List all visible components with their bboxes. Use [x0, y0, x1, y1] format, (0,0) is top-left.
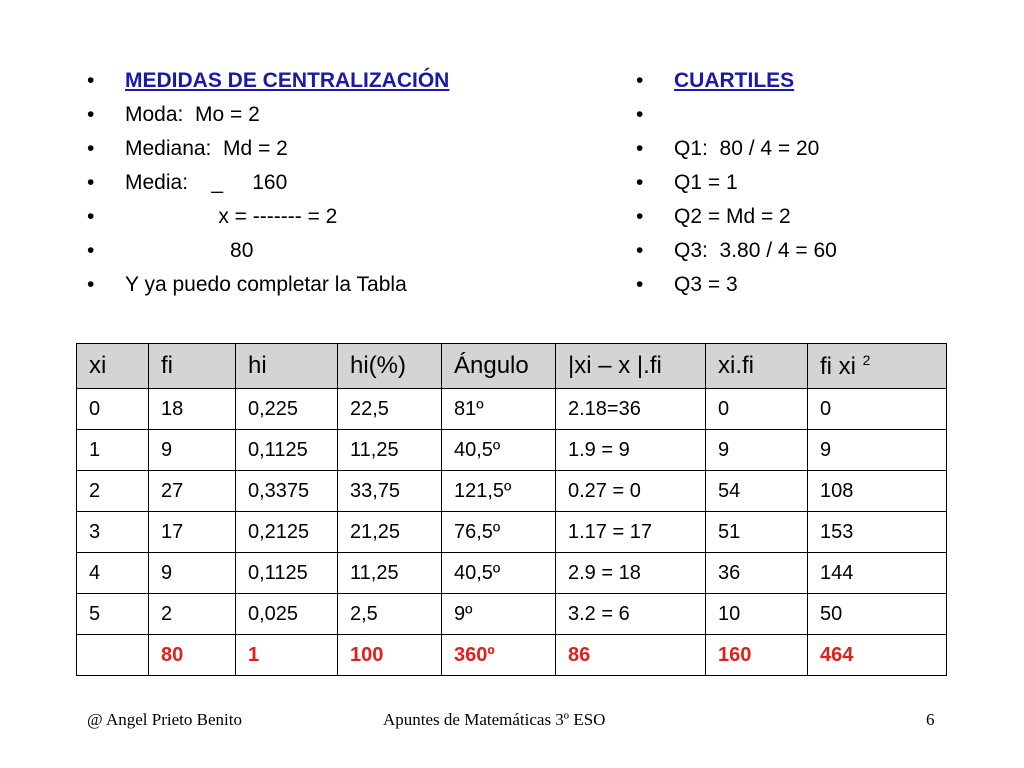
bullet-item — [636, 166, 996, 200]
table-cell: 22,5 — [338, 389, 442, 430]
table-cell: 1.17 = 17 — [556, 512, 706, 553]
bullet-marker: • — [636, 103, 644, 126]
table-cell: 40,5º — [442, 430, 556, 471]
bullet-item — [636, 132, 996, 166]
table-cell: 9 — [808, 430, 947, 471]
table-cell: 81º — [442, 389, 556, 430]
bullet-marker: • — [636, 205, 644, 228]
footer-author: @ Angel Prieto Benito — [87, 710, 242, 729]
table-cell: 0 — [77, 389, 149, 430]
bullet-marker: • — [87, 205, 95, 228]
bullet-item — [87, 268, 587, 302]
table-cell: 10 — [706, 594, 808, 635]
table-cell: 9º — [442, 594, 556, 635]
table-cell: 27 — [149, 471, 236, 512]
total-cell: 100 — [338, 635, 442, 676]
footer-title: Apuntes de Matemáticas 3º ESO — [383, 710, 606, 729]
table-cell: 2 — [149, 594, 236, 635]
bullet-item — [87, 132, 587, 166]
column-header: xi.fi — [706, 344, 808, 389]
table-cell: 3 — [77, 512, 149, 553]
table-cell: 9 — [149, 553, 236, 594]
table-cell: 9 — [706, 430, 808, 471]
table-cell: 0,025 — [236, 594, 338, 635]
total-cell: 160 — [706, 635, 808, 676]
column-header: hi — [236, 344, 338, 389]
bullet-text: Q1 = 1 — [674, 171, 738, 194]
total-cell: 1 — [236, 635, 338, 676]
totals-row — [77, 635, 947, 676]
bullet-marker: • — [636, 239, 644, 262]
page-number: 6 — [926, 710, 935, 729]
bullet-item — [87, 98, 587, 132]
table-cell: 108 — [808, 471, 947, 512]
bullet-item — [636, 98, 996, 132]
column-header: xi — [77, 344, 149, 389]
bullet-item — [636, 268, 996, 302]
bullet-text: Q3: 3.80 / 4 = 60 — [674, 239, 837, 262]
bullet-text: Mediana: Md = 2 — [125, 137, 288, 160]
bullet-marker: • — [636, 69, 644, 92]
bullet-marker: • — [87, 273, 95, 296]
table-cell: 153 — [808, 512, 947, 553]
section-heading: MEDIDAS DE CENTRALIZACIÓN — [125, 69, 450, 92]
quartiles-list — [636, 64, 996, 302]
table-cell: 1 — [77, 430, 149, 471]
table-cell: 11,25 — [338, 553, 442, 594]
table-cell: 21,25 — [338, 512, 442, 553]
table-row — [77, 594, 947, 635]
table-cell: 2,5 — [338, 594, 442, 635]
table-cell: 11,25 — [338, 430, 442, 471]
column-header: fi xi $^2$ — [808, 344, 947, 389]
table-row — [77, 389, 947, 430]
bullet-text: 80 — [125, 239, 254, 262]
column-header: fi — [149, 344, 236, 389]
bullet-text: Q3 = 3 — [674, 273, 738, 296]
exponent: 2 — [862, 351, 871, 368]
table-cell: 50 — [808, 594, 947, 635]
bullet-item — [636, 234, 996, 268]
bullet-text: Y ya puedo completar la Tabla — [125, 273, 407, 296]
bullet-marker: • — [87, 137, 95, 160]
table-cell: 2.9 = 18 — [556, 553, 706, 594]
table-cell: 121,5º — [442, 471, 556, 512]
table-cell: 54 — [706, 471, 808, 512]
table-cell: 0.27 = 0 — [556, 471, 706, 512]
bullet-marker: • — [87, 171, 95, 194]
table-cell: 2 — [77, 471, 149, 512]
table-cell: 51 — [706, 512, 808, 553]
bullet-marker: • — [636, 137, 644, 160]
table-cell: 33,75 — [338, 471, 442, 512]
bullet-item — [636, 64, 996, 98]
table-cell: 40,5º — [442, 553, 556, 594]
bullet-text: Q1: 80 / 4 = 20 — [674, 137, 820, 160]
centralization-list — [87, 64, 587, 302]
total-cell: 360º — [442, 635, 556, 676]
table-cell: 0 — [706, 389, 808, 430]
table-cell: 0,225 — [236, 389, 338, 430]
bullet-item — [87, 200, 587, 234]
column-header: hi(%) — [338, 344, 442, 389]
frequency-table — [76, 343, 947, 676]
table-cell: 4 — [77, 553, 149, 594]
bullet-marker: • — [87, 103, 95, 126]
table-cell: 3.2 = 6 — [556, 594, 706, 635]
table-cell: 18 — [149, 389, 236, 430]
total-cell — [77, 635, 149, 676]
table-cell: 1.9 = 9 — [556, 430, 706, 471]
table-row — [77, 553, 947, 594]
total-cell: 80 — [149, 635, 236, 676]
table-cell: 0,1125 — [236, 553, 338, 594]
column-header: |xi – x |.fi — [556, 344, 706, 389]
table-cell: 0,1125 — [236, 430, 338, 471]
section-heading: CUARTILES — [674, 69, 795, 92]
table-cell: 5 — [77, 594, 149, 635]
table-cell: 76,5º — [442, 512, 556, 553]
table-header-row — [77, 344, 947, 389]
bullet-item — [87, 166, 587, 200]
bullet-marker: • — [636, 273, 644, 296]
table-row — [77, 471, 947, 512]
total-cell: 86 — [556, 635, 706, 676]
table-cell: 36 — [706, 553, 808, 594]
bullet-marker: • — [636, 171, 644, 194]
bullet-text: x = ------- = 2 — [125, 205, 338, 228]
bullet-marker: • — [87, 69, 95, 92]
bullet-text: Moda: Mo = 2 — [125, 103, 260, 126]
bullet-text: Q2 = Md = 2 — [674, 205, 791, 228]
bullet-item — [87, 64, 587, 98]
table-cell: 2.18=36 — [556, 389, 706, 430]
table-cell: 9 — [149, 430, 236, 471]
bullet-item — [636, 200, 996, 234]
total-cell: 464 — [808, 635, 947, 676]
table-cell: 144 — [808, 553, 947, 594]
table-cell: 0 — [808, 389, 947, 430]
bullet-item — [87, 234, 587, 268]
column-header: Ángulo — [442, 344, 556, 389]
table-row — [77, 430, 947, 471]
table-row — [77, 512, 947, 553]
bullet-marker: • — [87, 239, 95, 262]
table-cell: 0,2125 — [236, 512, 338, 553]
bullet-text: Media: _ 160 — [125, 171, 288, 194]
table-cell: 0,3375 — [236, 471, 338, 512]
table-cell: 17 — [149, 512, 236, 553]
